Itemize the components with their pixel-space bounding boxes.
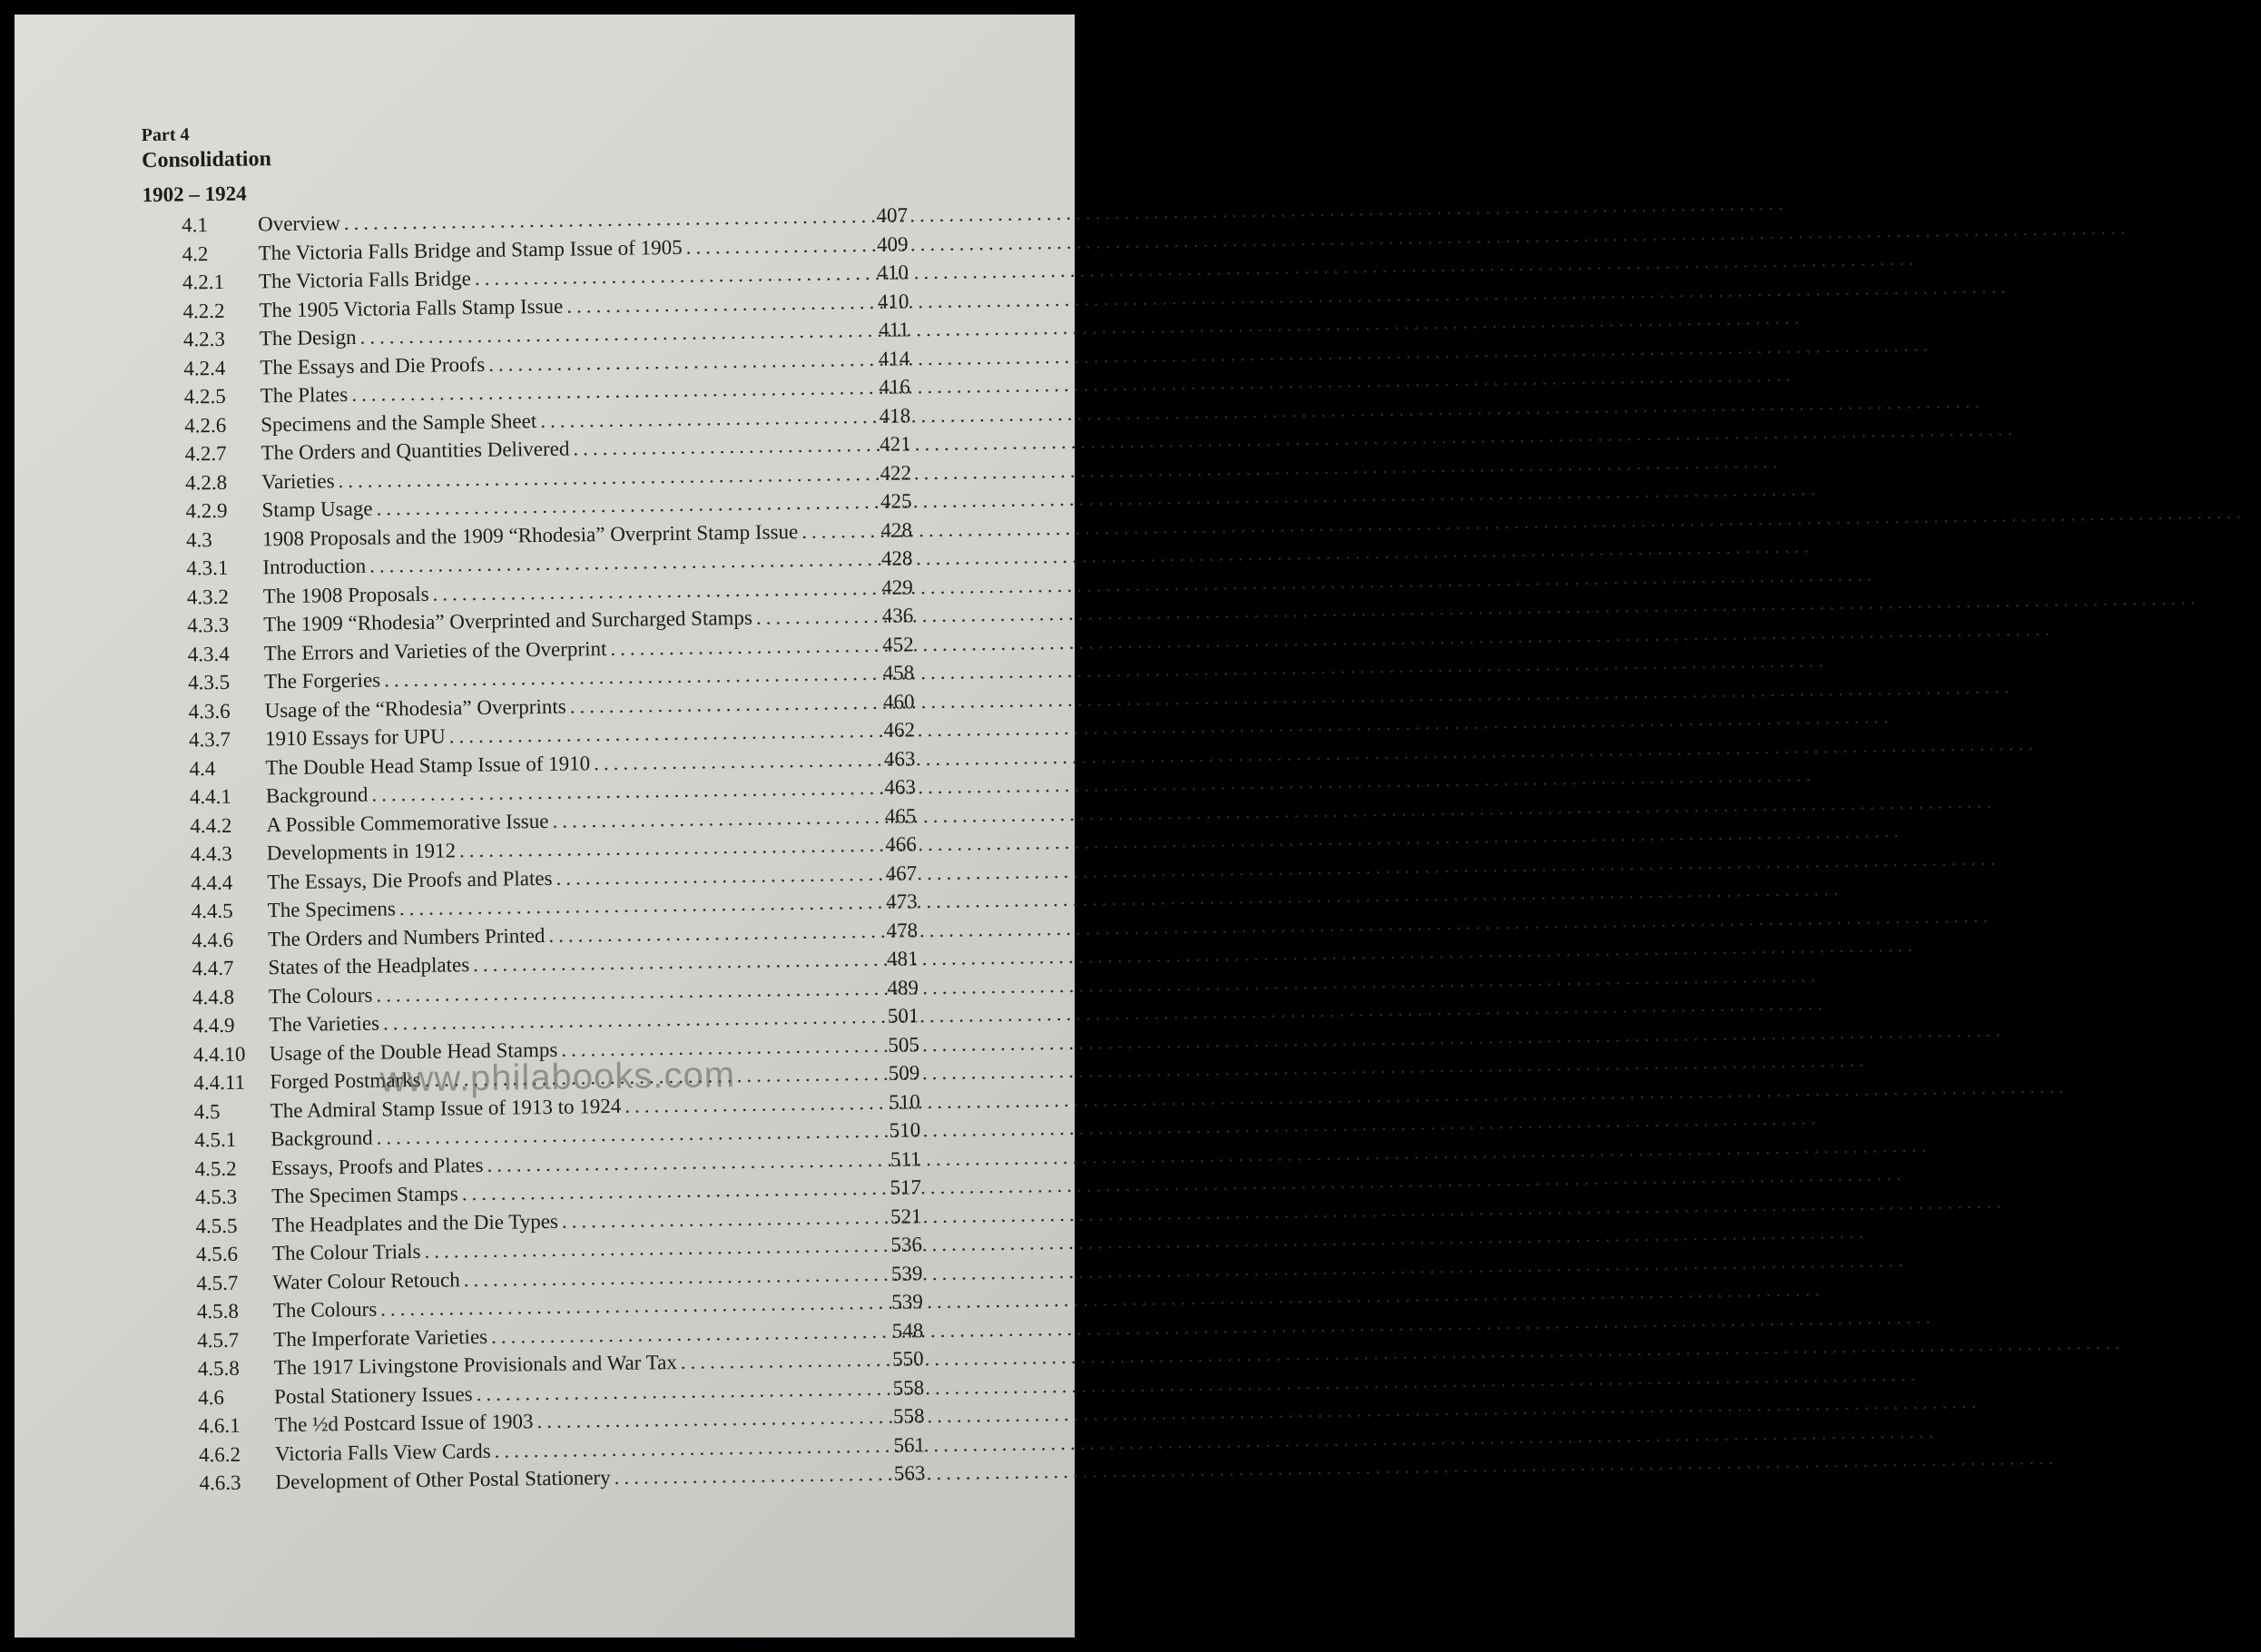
toc-page-number: 550	[891, 1347, 924, 1371]
toc-section-number: 4.4.11	[193, 1070, 246, 1095]
toc-dot-leader	[464, 1262, 890, 1292]
toc-section-number: 4.4.1	[189, 784, 232, 809]
toc-section-title: The 1905 Victoria Falls Stamp Issue	[259, 294, 564, 321]
toc-page-number: 421	[879, 432, 911, 456]
toc-section-number: 4.5.5	[195, 1214, 238, 1237]
watermark: www.philabooks.com	[379, 1055, 736, 1100]
toc-section-number: 4.2.9	[185, 498, 228, 523]
toc-section-title: The Admiral Stamp Issue of 1913 to 1924	[270, 1094, 622, 1122]
toc-section-title: 1908 Proposals and the 1909 “Rhodesia” Overprint Stamp Issue	[261, 519, 799, 550]
toc-section-title: 1910 Essays for UPU	[264, 724, 446, 751]
toc-page-number: 467	[885, 860, 918, 885]
toc-section-number: 4.4	[189, 756, 216, 780]
toc-page-number: 428	[880, 546, 913, 570]
toc-section-number: 4.3.2	[186, 585, 230, 608]
toc-section-title: Developments in 1912	[266, 839, 457, 865]
toc-section-title: A Possible Commemorative Issue	[266, 809, 549, 836]
toc-page-number: 481	[886, 947, 919, 970]
toc-page-number: 539	[891, 1290, 923, 1313]
toc-section-number: 4.2.8	[184, 470, 228, 495]
toc-page-number: 460	[882, 689, 915, 713]
toc-section-title: The Orders and Numbers Printed	[267, 923, 546, 950]
toc-page-number: 489	[887, 975, 919, 999]
toc-page-number: 428	[880, 517, 913, 542]
part-date-range: 1902 – 1924	[142, 182, 247, 207]
toc-page-number: 563	[893, 1461, 926, 1485]
toc-page-number: 458	[882, 661, 915, 684]
toc-page-number: 414	[878, 346, 910, 370]
page-frame	[15, 15, 1075, 1637]
toc-dot-leader	[801, 518, 880, 543]
toc-section-title: Essays, Proofs and Plates	[270, 1153, 484, 1179]
toc-page-number: 425	[880, 489, 912, 513]
toc-section-number: 4.6.1	[198, 1413, 241, 1438]
toc-section-number: 4.4.2	[190, 813, 232, 837]
toc-section-number: 4.5.1	[194, 1127, 237, 1152]
toc-section-title: The 1908 Proposals	[262, 582, 429, 607]
toc-dot-leader	[566, 290, 876, 318]
toc-page-number: 501	[887, 1004, 919, 1028]
toc-section-number: 4.4.8	[192, 985, 235, 1008]
toc-dot-leader	[555, 861, 884, 890]
toc-page-number: 429	[881, 575, 913, 599]
toc-dot-leader	[473, 948, 885, 977]
part-title: Consolidation	[141, 147, 272, 173]
toc-dot-leader	[573, 433, 878, 461]
toc-section-number: 4.6.2	[198, 1442, 241, 1466]
toc-page-number: 409	[876, 231, 909, 256]
toc-section-title: The Colour Trials	[271, 1239, 421, 1265]
toc-section-number: 4.6.3	[199, 1470, 241, 1495]
toc-section-title: The Imperforate Varieties	[273, 1324, 488, 1351]
toc-page-number: 509	[888, 1061, 920, 1085]
toc-page-number: 407	[876, 203, 909, 227]
table-of-contents	[182, 203, 926, 1500]
toc-dot-leader	[487, 1147, 889, 1176]
toc-section-number: 4.2.4	[183, 356, 226, 380]
toc-section-number: 4.1	[181, 213, 209, 237]
toc-page-number: 465	[884, 803, 917, 828]
toc-section-title: The Orders and Quantities Delivered	[261, 437, 570, 465]
toc-section-number: 4.5	[193, 1099, 221, 1123]
toc-section-title: The Specimen Stamps	[270, 1182, 458, 1208]
page-content	[13, 2, 1096, 1639]
toc-section-title: The Victoria Falls Bridge and Stamp Issue of 1905	[258, 235, 683, 264]
toc-section-number: 4.2.3	[182, 327, 226, 351]
toc-section-number: 4.5.7	[196, 1271, 239, 1294]
toc-dot-leader	[685, 232, 875, 259]
toc-section-title: Background	[270, 1126, 373, 1151]
toc-dot-leader	[344, 204, 875, 235]
toc-page-number: 452	[881, 632, 914, 656]
toc-section-title: The 1909 “Rhodesia” Overprinted and Surcharged Stamps	[263, 605, 753, 636]
toc-section-number: 4.3.4	[187, 642, 230, 665]
toc-dot-leader	[488, 347, 877, 376]
toc-section-title: Stamp Usage	[261, 497, 373, 522]
toc-dot-leader	[494, 1433, 891, 1462]
toc-section-number: 4.2.5	[183, 384, 226, 408]
toc-section-number: 4.4.5	[191, 899, 233, 923]
toc-dot-leader	[562, 1205, 889, 1233]
toc-page-number: 517	[890, 1175, 922, 1199]
toc-page-number: 510	[889, 1089, 920, 1114]
toc-section-title: Introduction	[262, 554, 367, 579]
toc-page-number: 473	[885, 890, 918, 913]
toc-section-title: The Headplates and the Die Types	[271, 1209, 559, 1236]
toc-section-title: Usage of the “Rhodesia” Overprints	[264, 694, 566, 722]
toc-dot-leader	[462, 1176, 889, 1206]
toc-page-number: 548	[891, 1318, 924, 1342]
toc-section-title: The ½d Postcard Issue of 1903	[274, 1410, 534, 1437]
toc-section-title: The 1917 Livingstone Provisionals and War Tax	[273, 1351, 678, 1380]
toc-section-title: Varieties	[261, 468, 335, 493]
toc-dot-leader	[540, 404, 878, 432]
toc-page-number: 422	[880, 460, 912, 485]
toc-section-number: 4.4.3	[190, 841, 232, 866]
toc-dot-leader	[536, 1405, 891, 1433]
toc-dot-leader	[432, 575, 880, 605]
toc-page-number: 536	[890, 1233, 923, 1256]
toc-section-number: 4.3.5	[188, 670, 231, 694]
toc-section-title: The Victoria Falls Bridge	[258, 267, 472, 293]
toc-dot-leader	[449, 719, 882, 749]
toc-dot-leader	[570, 690, 882, 718]
toc-section-number: 4.6	[198, 1385, 225, 1409]
toc-section-title: States of the Headplates	[268, 953, 470, 979]
toc-section-number: 4.4.6	[191, 928, 234, 951]
toc-section-number: 4.3.6	[188, 699, 231, 723]
toc-section-number: 4.3.1	[186, 556, 229, 580]
toc-section-number: 4.5.7	[197, 1328, 240, 1352]
toc-section-title: The Plates	[260, 382, 349, 408]
toc-page-number: 411	[879, 318, 910, 341]
toc-page-number: 463	[883, 746, 916, 771]
toc-section-title: The Colours	[268, 983, 373, 1008]
toc-section-number: 4.5.2	[194, 1156, 237, 1180]
toc-section-title: The Errors and Varieties of the Overprint	[263, 636, 607, 664]
toc-page-number: 410	[877, 261, 909, 284]
toc-section-title: Development of Other Postal Stationery	[275, 1466, 611, 1494]
toc-dot-leader	[614, 1462, 892, 1490]
toc-section-number: 4.3	[185, 527, 212, 551]
toc-section-title: The Specimens	[267, 897, 397, 922]
part-label: Part 4	[141, 124, 190, 146]
toc-page-number: 416	[879, 375, 910, 398]
toc-dot-leader	[594, 747, 882, 774]
toc-section-title: The Design	[259, 325, 357, 350]
toc-section-title: Specimens and the Sample Sheet	[261, 408, 537, 436]
toc-section-title: Usage of the Double Head Stamps	[269, 1037, 558, 1065]
toc-section-number: 4.4.7	[192, 956, 234, 980]
toc-section-number: 4.2.6	[184, 413, 227, 438]
toc-page-number: 478	[886, 918, 919, 942]
toc-page-number: 561	[893, 1432, 926, 1457]
toc-section-title: The Essays and Die Proofs	[260, 352, 486, 379]
toc-section-number: 4.3.3	[187, 613, 230, 637]
toc-section-number: 4.5.8	[196, 1299, 240, 1323]
toc-section-title: Postal Stationery Issues	[273, 1382, 473, 1408]
toc-section-title: Overview	[257, 211, 340, 236]
toc-page-number: 410	[877, 289, 909, 313]
toc-page-number: 462	[883, 718, 916, 742]
toc-section-number: 4.4.9	[192, 1013, 235, 1037]
toc-page-number: 539	[890, 1261, 923, 1285]
toc-dot-leader	[756, 605, 880, 630]
toc-page-number: 418	[879, 403, 911, 428]
toc-dot-leader	[552, 804, 883, 832]
toc-page-number: 558	[892, 1375, 925, 1400]
toc-section-number: 4.4.10	[192, 1042, 246, 1066]
toc-dot-leader	[476, 1376, 890, 1405]
toc-section-number: 4.2.1	[182, 270, 225, 294]
toc-section-title: Water Colour Retouch	[272, 1267, 460, 1293]
toc-section-number: 4.2.2	[182, 299, 225, 323]
toc-section-number: 4.5.6	[195, 1242, 239, 1266]
toc-dot-leader	[548, 919, 885, 947]
toc-page-number: 466	[885, 832, 917, 856]
toc-page-number: 510	[889, 1118, 921, 1142]
toc-page-number: 558	[892, 1404, 925, 1428]
toc-section-title: The Forgeries	[264, 668, 381, 693]
toc-section-title: Forged Postmarks	[270, 1067, 421, 1094]
toc-section-number: 4.3.7	[188, 727, 231, 752]
toc-page-number: 511	[890, 1146, 921, 1171]
toc-dot-leader	[459, 833, 884, 863]
toc-dot-leader	[610, 633, 880, 660]
toc-page-number: 436	[881, 604, 914, 627]
toc-page-number: 505	[888, 1032, 919, 1057]
toc-section-title: Victoria Falls View Cards	[274, 1439, 491, 1465]
toc-section-title: The Essays, Die Proofs and Plates	[267, 866, 553, 893]
toc-dot-leader	[491, 1319, 890, 1348]
toc-section-number: 4.2	[182, 241, 209, 266]
toc-page-number: 463	[884, 775, 917, 799]
toc-section-title: Background	[265, 782, 369, 808]
toc-dot-leader	[681, 1348, 891, 1374]
toc-section-title: The Double Head Stamp Issue of 1910	[265, 751, 591, 779]
toc-section-title: The Varieties	[269, 1011, 380, 1037]
toc-page-number: 521	[890, 1204, 922, 1228]
toc-section-number: 4.4.4	[191, 870, 233, 894]
toc-section-number: 4.2.7	[184, 441, 227, 466]
toc-section-number: 4.5.3	[194, 1185, 238, 1209]
toc-section-number: 4.5.8	[197, 1356, 240, 1381]
toc-dot-leader	[475, 261, 876, 290]
toc-section-title: The Colours	[272, 1297, 378, 1323]
